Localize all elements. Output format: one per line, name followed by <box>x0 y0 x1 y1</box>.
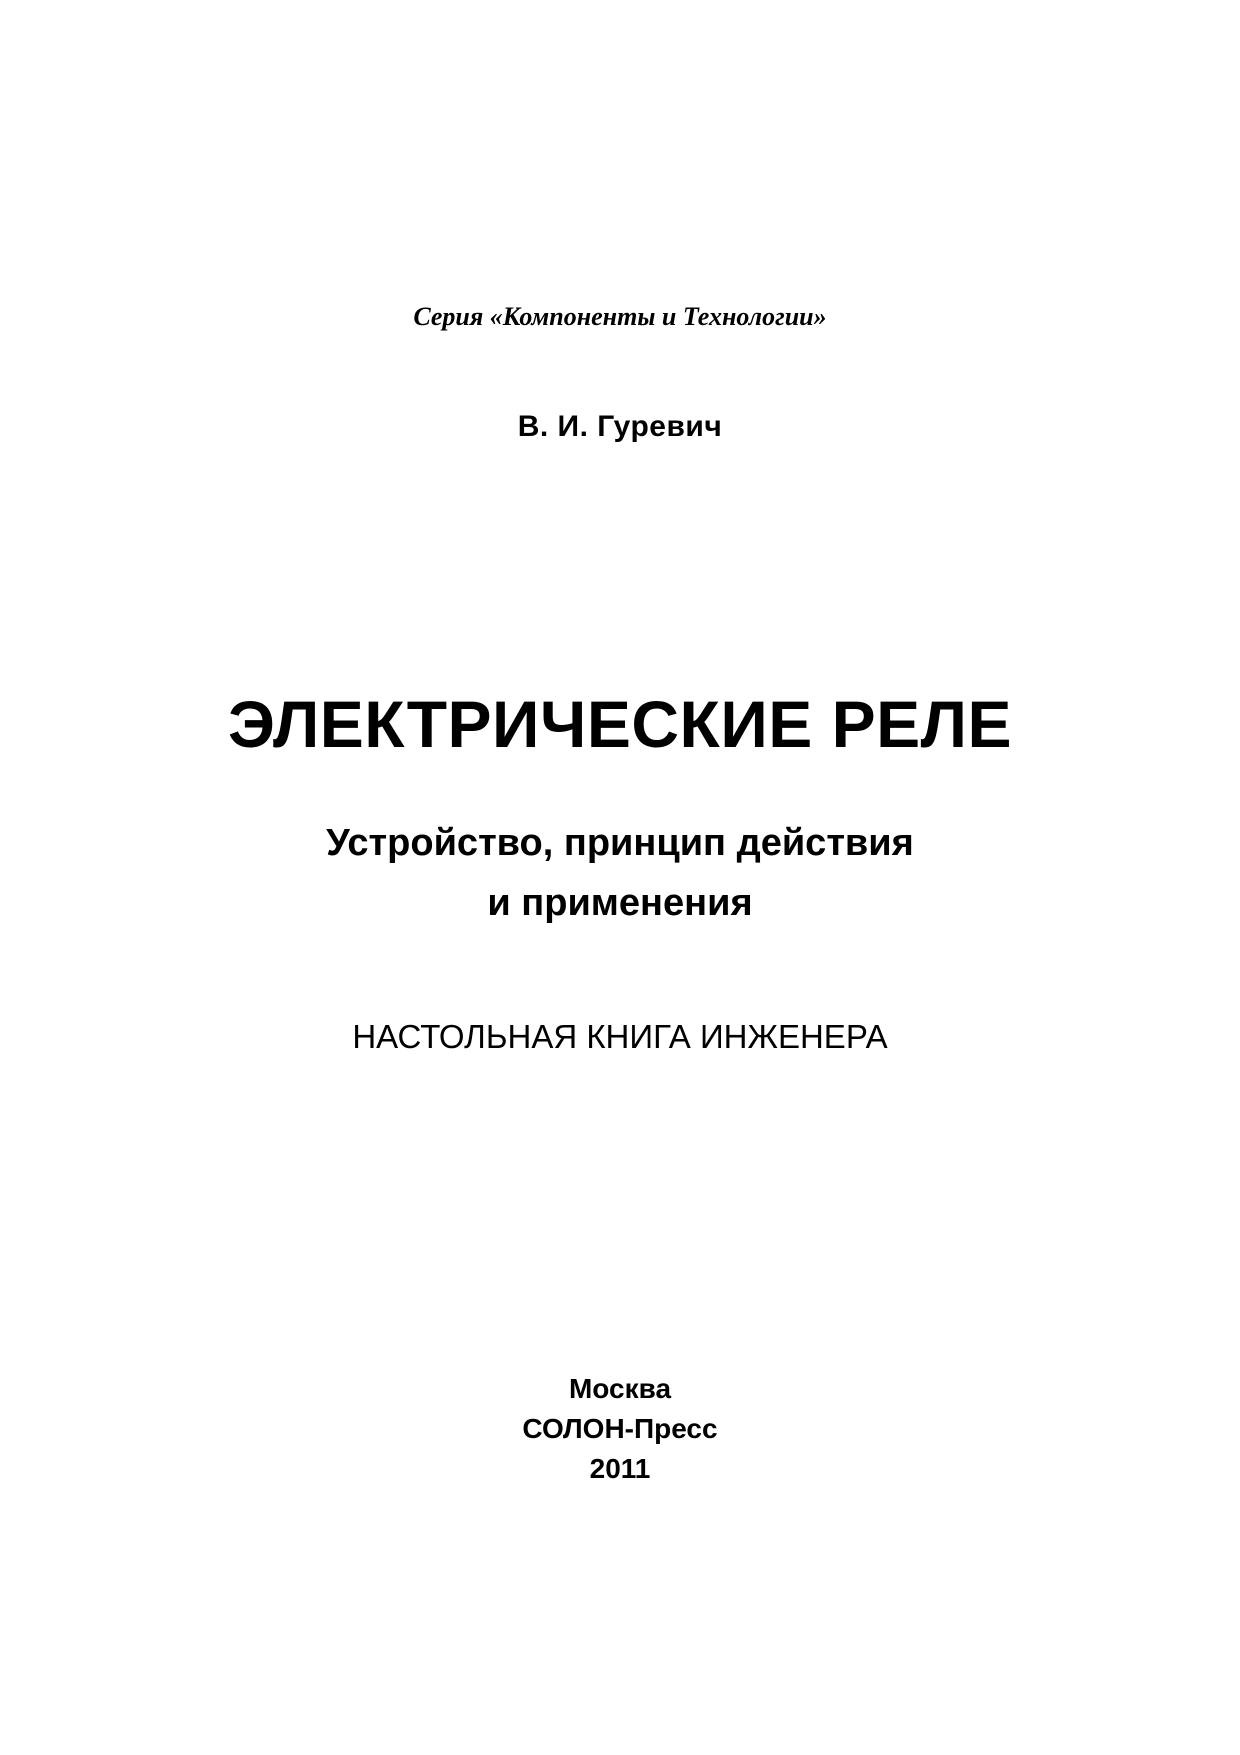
imprint-city: Москва <box>568 1373 672 1404</box>
imprint-year: 2011 <box>589 1453 651 1484</box>
book-type-label: НАСТОЛЬНАЯ КНИГА ИНЖЕНЕРА <box>352 1018 888 1055</box>
imprint-publisher: СОЛОН-Пресс <box>522 1413 718 1444</box>
author-name: В. И. Гуревич <box>517 410 723 443</box>
subtitle-line-1: Устройство, принцип действия <box>326 822 914 864</box>
subtitle-line-2: и применения <box>487 882 753 924</box>
series-line: Серия «Компоненты и Технологии» <box>413 302 827 331</box>
book-title: ЭЛЕКТРИЧЕСКИЕ РЕЛЕ <box>228 687 1012 761</box>
